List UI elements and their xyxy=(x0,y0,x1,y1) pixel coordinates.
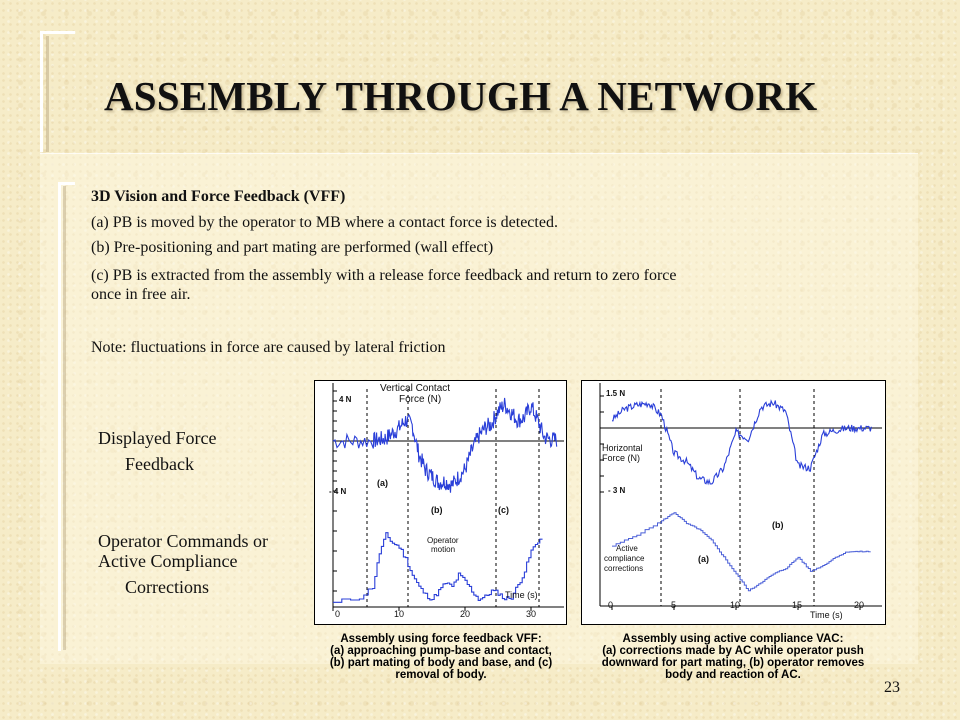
title-bracket xyxy=(40,31,75,152)
right-x-tick-1: 5 xyxy=(671,600,677,610)
left-x-tick-3: 30 xyxy=(526,609,537,619)
left-x-tick-2: 20 xyxy=(460,609,471,619)
displayed-force-label-line1: Displayed Force xyxy=(98,428,217,448)
right-chart xyxy=(581,380,886,625)
left-chart xyxy=(314,380,567,625)
left-chart-title-line2: Force (N) xyxy=(399,394,442,405)
right-x-tick-2: 10 xyxy=(730,600,741,610)
right-x-tick-3: 15 xyxy=(792,600,803,610)
right-y-top-label: 1.5 N xyxy=(606,389,626,398)
left-time-label: Time (s) xyxy=(505,590,538,600)
left-motion-label-line1: Operator xyxy=(427,536,459,545)
right-corr-label-line3: corrections xyxy=(604,564,644,573)
body-item-c-line1: (c) PB is extracted from the assembly with a release force feedback and return to zero force xyxy=(91,267,677,284)
right-label-b: (b) xyxy=(772,520,784,530)
left-chart-title-line1: Vertical Contact xyxy=(380,383,451,394)
right-correction-trace xyxy=(612,513,870,591)
left-x-tick-0: 0 xyxy=(335,609,341,619)
page-number: 23 xyxy=(884,679,900,696)
right-force-label-line1: Horizontal xyxy=(602,443,643,453)
left-x-tick-marks xyxy=(333,607,531,611)
left-motion-label-line2: motion xyxy=(431,545,456,554)
right-chart-svg xyxy=(582,381,885,624)
right-force-trace xyxy=(612,401,871,484)
body-item-b: (b) Pre-positioning and part mating are performed (wall effect) xyxy=(91,239,494,256)
left-x-tick-1: 10 xyxy=(394,609,405,619)
right-x-tick-4: 20 xyxy=(854,600,865,610)
right-caption-line4: body and reaction of AC. xyxy=(665,669,801,681)
left-label-a: (a) xyxy=(377,478,388,488)
right-corr-label-line2: compliance xyxy=(604,554,645,563)
right-label-a: (a) xyxy=(698,554,709,564)
left-caption-line1: Assembly using force feedback VFF: xyxy=(340,633,542,645)
left-label-b: (b) xyxy=(431,505,443,515)
operator-commands-label-line2: Active Compliance xyxy=(98,551,238,571)
right-caption-line3: downward for part mating, (b) operator removes xyxy=(601,657,865,669)
right-x-tick-0: 0 xyxy=(608,600,614,610)
left-label-c: (c) xyxy=(498,505,509,515)
body-item-a: (a) PB is moved by the operator to MB where a contact force is detected. xyxy=(91,214,558,231)
operator-commands-label-line3: Corrections xyxy=(125,577,209,597)
right-caption-line1: Assembly using active compliance VAC: xyxy=(622,633,844,645)
right-corr-label-line1: Active xyxy=(616,544,638,553)
left-caption-line2: (a) approaching pump-base and contact, xyxy=(330,645,552,657)
right-caption-line2: (a) corrections made by AC while operator push xyxy=(602,645,864,657)
left-chart-svg xyxy=(315,381,566,624)
left-caption-line4: removal of body. xyxy=(395,669,487,681)
left-force-trace xyxy=(333,398,557,493)
left-y-bottom-label: - 4 N xyxy=(329,487,347,496)
right-time-label: Time (s) xyxy=(810,610,843,620)
left-y-top-label: 4 N xyxy=(339,395,352,404)
body-heading: 3D Vision and Force Feedback (VFF) xyxy=(91,188,346,205)
operator-commands-label-line1: Operator Commands or xyxy=(98,531,268,551)
right-y-bottom-label: - 3 N xyxy=(608,486,626,495)
left-caption-line3: (b) part mating of body and base, and (c) xyxy=(329,657,553,669)
left-phase-dividers xyxy=(367,389,539,607)
body-note: Note: fluctuations in force are caused by lateral friction xyxy=(91,339,446,356)
displayed-force-label-line2: Feedback xyxy=(125,454,194,474)
slide-title: ASSEMBLY THROUGH A NETWORK xyxy=(104,73,818,119)
body-item-c-line2: once in free air. xyxy=(91,286,191,303)
content-bracket xyxy=(58,182,75,651)
right-force-label-line2: Force (N) xyxy=(602,453,640,463)
